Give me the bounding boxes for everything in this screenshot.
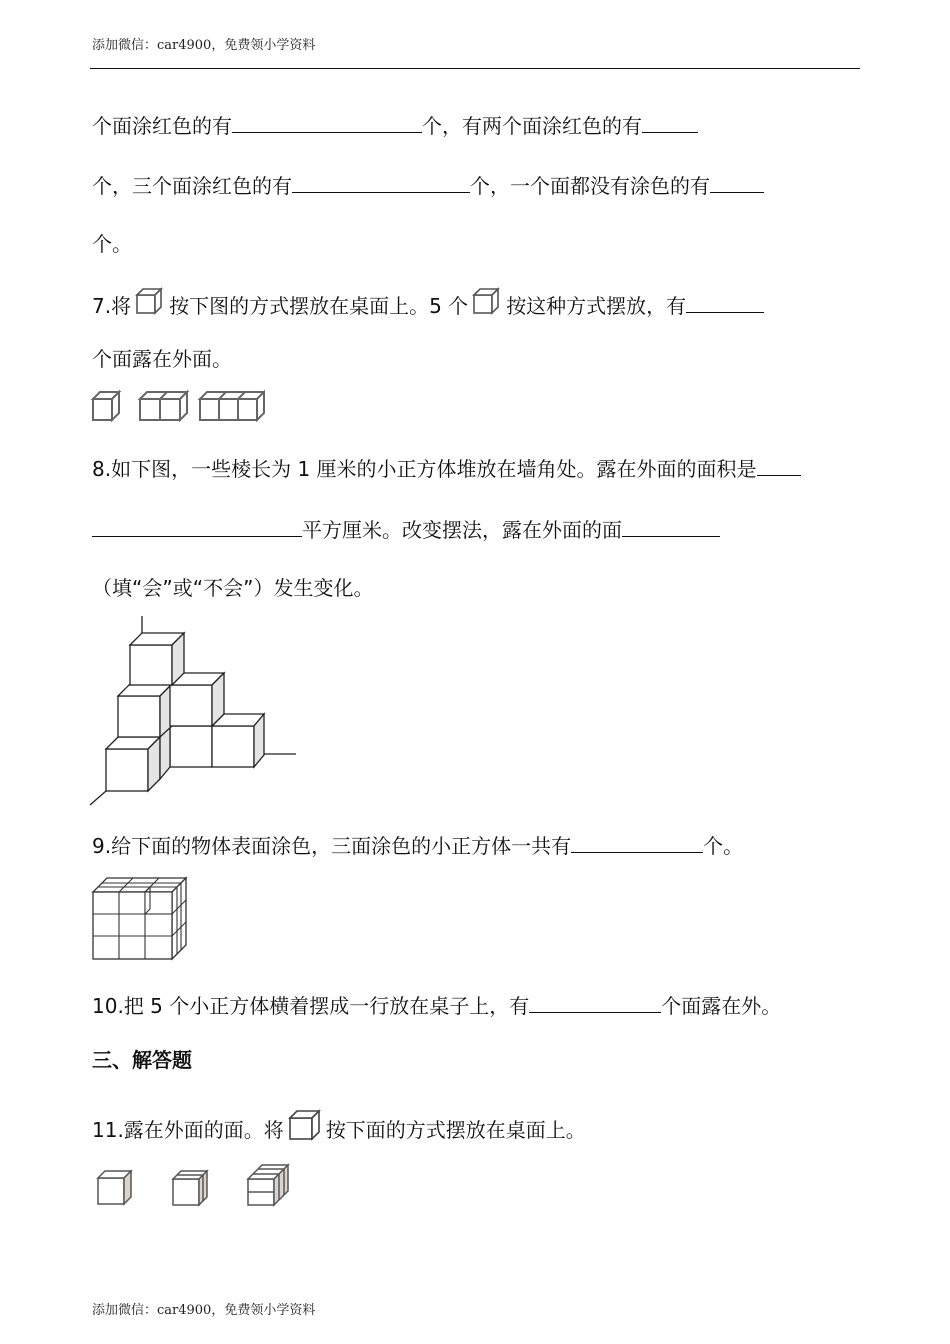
- q6-line-3: [92, 230, 132, 258]
- header-divider: [90, 68, 860, 69]
- q7-text-2: 个面露在外面。: [92, 347, 232, 371]
- q10-text-b: 个面露在外。: [661, 994, 782, 1018]
- q7-cube-rows-figure: [90, 388, 265, 426]
- q10-line: [92, 992, 781, 1020]
- q11-cube-stacks-figure: [92, 1156, 302, 1210]
- q7-text-c: 按这种方式摆放，有: [506, 294, 687, 318]
- q8-text-1: 8.如下图，一些棱长为 1 厘米的小正方体堆放在墙角处。露在外面的面积是: [92, 457, 757, 481]
- q6-blank-3[interactable]: [292, 172, 470, 193]
- q6-blank-4[interactable]: [710, 172, 764, 193]
- section-title-text: 三、解答题: [92, 1048, 192, 1072]
- footer-note: 添加微信：car4900，免费领小学资料: [92, 1303, 316, 1318]
- q8-corner-stack-figure: [88, 612, 300, 810]
- q6-text-1b: 个，有两个面涂红色的有: [422, 114, 642, 138]
- q10-blank[interactable]: [529, 992, 661, 1013]
- q6-text-2a: 个，三个面涂红色的有: [92, 174, 292, 198]
- header-note: 添加微信：car4900，免费领小学资料: [92, 38, 316, 53]
- q8-blank-1b[interactable]: [92, 516, 302, 537]
- q8-blank-2[interactable]: [622, 516, 720, 537]
- q8-text-3: （填“会”或“不会”）发生变化。: [92, 576, 374, 600]
- q7-line-2: [92, 345, 232, 373]
- q6-text-1a: 个面涂红色的有: [92, 114, 232, 138]
- q8-line-1: [92, 455, 801, 483]
- q9-blank[interactable]: [571, 832, 703, 853]
- q6-line-1: [92, 112, 698, 140]
- q9-text-b: 个。: [703, 834, 744, 858]
- q6-text-2b: 个，一个面都没有涂色的有: [470, 174, 710, 198]
- q6-blank-1[interactable]: [232, 112, 422, 133]
- q8-blank-1a[interactable]: [757, 455, 801, 476]
- cube-icon: [135, 287, 165, 317]
- q7-text-a: 7.将: [92, 294, 132, 318]
- cube-icon: [472, 287, 502, 317]
- q9-text-a: 9.给下面的物体表面涂色，三面涂色的小正方体一共有: [92, 834, 572, 858]
- q10-text-a: 10.把 5 个小正方体横着摆成一行放在桌子上，有: [92, 994, 530, 1018]
- q11-line: [92, 1109, 586, 1144]
- q6-line-2: [92, 172, 764, 200]
- q9-line: [92, 832, 743, 860]
- q7-line-1: [92, 287, 764, 320]
- q11-text-b: 按下面的方式摆放在桌面上。: [325, 1118, 586, 1142]
- q8-text-2: 平方厘米。改变摆法，露在外面的面: [302, 518, 622, 542]
- q8-line-2: [92, 516, 720, 544]
- section-title: [92, 1046, 192, 1074]
- cube-icon: [288, 1109, 322, 1141]
- q9-cube-block-figure: [90, 874, 190, 964]
- q7-text-b: 按下图的方式摆放在桌面上。5 个: [169, 294, 469, 318]
- q7-blank[interactable]: [686, 292, 764, 313]
- q6-text-3: 个。: [92, 232, 132, 256]
- q6-blank-2[interactable]: [642, 112, 698, 133]
- q8-line-3: [92, 574, 373, 602]
- q11-text-a: 11.露在外面的面。将: [92, 1118, 284, 1142]
